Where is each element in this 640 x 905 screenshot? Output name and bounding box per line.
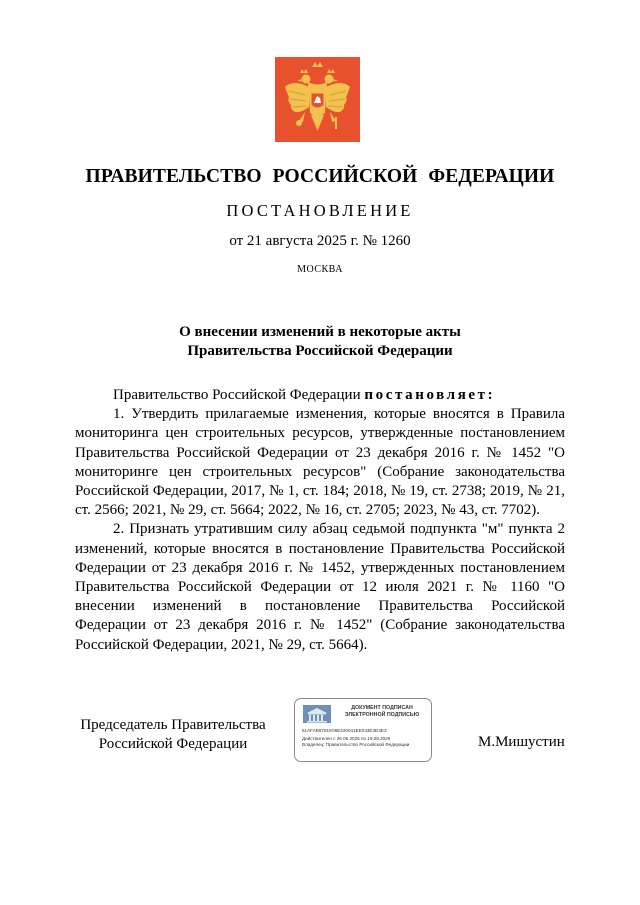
stamp-title-line-1: ДОКУМЕНТ ПОДПИСАН — [351, 705, 413, 711]
preamble-action: постановляет: — [364, 387, 496, 403]
coat-of-arms-icon — [275, 57, 360, 142]
stamp-owner: Владелец: Правительство Российской Федерации — [302, 742, 410, 747]
document-type: ПОСТАНОВЛЕНИЕ — [226, 201, 414, 220]
preamble-paragraph — [75, 386, 565, 405]
item-2-paragraph: 2. Признать утратившим силу абзац седьмой подпункта "м" пункта 2 изменений, которые вносятся в постановление Правительства Российской Федерации от 23 декабря 2016 г. № 1452, утвержденных постановлением Правительства Российской Федерации от 12 июля 2021 г. № 1160 "О внесении изменений в постановление Правительства Российской Федерации от 23 декабря 2016 г. № 1452" (Собрание законодательства Российской Федерации, 2021, № 29, ст. 5664). — [75, 521, 565, 653]
document-city: МОСКВА — [297, 264, 343, 275]
document-date-number: от 21 августа 2025 г. № 1260 — [229, 233, 411, 249]
stamp-validity: Действителен с 26.06.2025 по 19.09.2026 — [302, 736, 391, 741]
signatory-name: М.Мишустин — [478, 734, 565, 750]
signatory-position — [78, 716, 268, 754]
document-subject — [120, 323, 520, 361]
item-1-paragraph: 1. Утвердить прилагаемые изменения, которые вносятся в Правила мониторинга цен строительных ресурсов, утвержденные постановлением Правительства Российской Федерации от 23 декабря 2016 г. № 1452 "О мониторинге цен строительных ресурсов" (Собрание законодательства Российской Федерации, 2017, № 1, ст. 184; 2018, № 19, ст. 2738; 2019, № 21, ст. 2566; 2021, № 29, ст. 5664; 2022, № 16, ст. 2705; 2023, № 43, ст. 7702). — [75, 406, 565, 519]
government-building-icon — [303, 705, 331, 723]
stamp-title — [337, 705, 427, 719]
government-title: ПРАВИТЕЛЬСТВО РОССИЙСКОЙ ФЕДЕРАЦИИ — [85, 166, 555, 187]
subject-line-2: Правительства Российской Федерации — [187, 343, 453, 359]
signatory-position-line-2: Российской Федерации — [98, 736, 248, 752]
preamble-text: Правительство Российской Федерации — [113, 387, 365, 403]
stamp-certificate-serial: 51AFAB8781E06E420041EE043E3D3E3 — [302, 728, 387, 733]
electronic-signature-stamp — [294, 698, 432, 762]
subject-line-1: О внесении изменений в некоторые акты — [179, 324, 461, 340]
document-body — [75, 386, 565, 655]
stamp-title-line-2: ЭЛЕКТРОННОЙ ПОДПИСЬЮ — [344, 712, 420, 718]
signatory-position-line-1: Председатель Правительства — [80, 717, 266, 733]
